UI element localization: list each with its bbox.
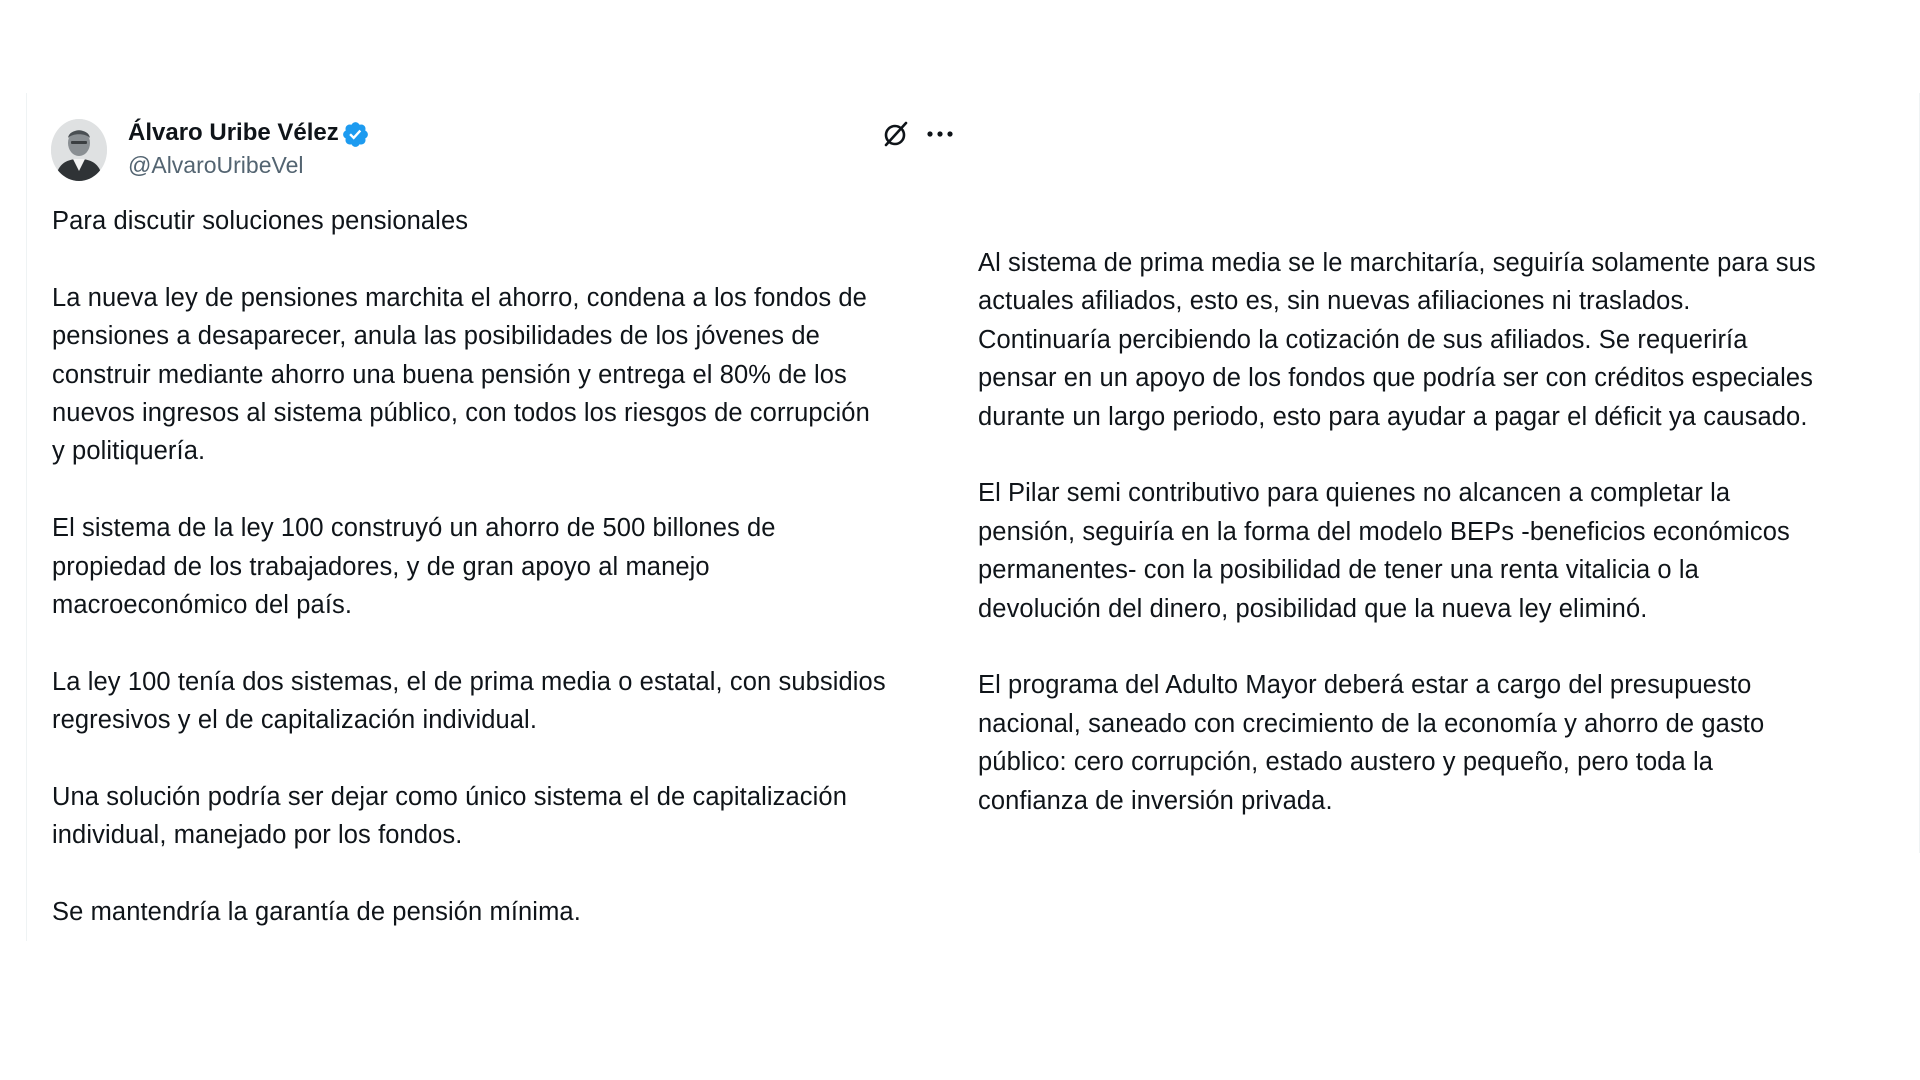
grok-icon[interactable]	[880, 118, 912, 150]
post-paragraph: La ley 100 tenía dos sistemas, el de prima media o estatal, con subsidios regresivos y el de capitalización individual.	[52, 667, 886, 735]
post-paragraph: La nueva ley de pensiones marchita el ahorro, condena a los fondos de pensiones a desaparecer, anula las posibilidades de los jóvenes de construir mediante ahorro una buena pensión y entrega el 80% de los nuevos ingresos al sistema público, con todos los riesgos de corrupción y politiquería.	[52, 283, 870, 466]
post-paragraph: Para discutir soluciones pensionales	[52, 207, 469, 235]
author-name[interactable]: Álvaro Uribe Vélez	[128, 119, 339, 146]
post-paragraph: Una solución podría ser dejar como único sistema el de capitalización individual, manejado por los fondos.	[52, 783, 847, 850]
avatar-photo-icon	[51, 119, 107, 181]
post-paragraph: El programa del Adulto Mayor deberá estar a cargo del presupuesto nacional, saneado con crecimiento de la economía y ahorro de gasto público: cero corrupción, estado austero y pequeño, pero toda la confianza de inversión privada.	[978, 671, 1765, 815]
avatar[interactable]	[51, 119, 107, 181]
post-paragraph: Al sistema de prima media se le marchitaría, seguiría solamente para sus actuales afiliados, esto es, sin nuevas afiliaciones ni traslados. Continuaría percibiendo la cotización de sus afiliados. Se requeriría pensar en un apoyo de los fondos que podría ser con créditos especiales durante un largo periodo, esto para ayudar a pagar el déficit ya causado.	[978, 249, 1816, 431]
post-text-left	[52, 202, 972, 970]
more-options-icon[interactable]	[922, 118, 958, 150]
verified-badge-icon	[341, 120, 370, 149]
post-paragraph: Se mantendría la garantía de pensión mínima.	[52, 898, 581, 927]
author-handle[interactable]: @AlvaroUribeVel	[128, 152, 304, 178]
post-paragraph: El Pilar semi contributivo para quienes no alcancen a completar la pensión, seguiría en la forma del modelo BEPs -beneficios económicos permanentes- con la posibilidad de tener una renta vitalicia o la devolución del dinero, posibilidad que la nueva ley eliminó.	[978, 479, 1790, 623]
post-paragraph: El sistema de la ley 100 construyó un ahorro de 500 billones de propiedad de los trabajadores, y de gran apoyo al manejo macroeconómico del país.	[52, 514, 776, 620]
post-text-right	[978, 244, 1898, 858]
